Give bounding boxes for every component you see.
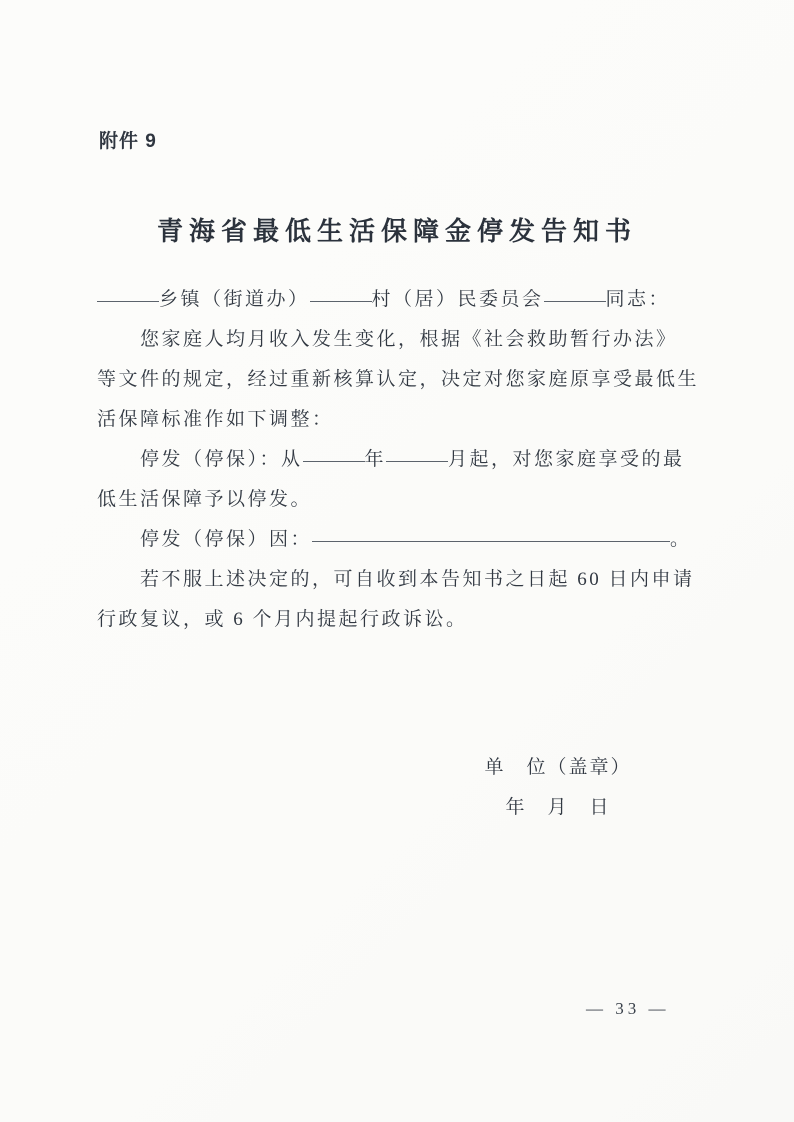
addressee-blank-field <box>544 300 606 302</box>
signature-block <box>478 748 638 828</box>
stop-reason-text: 停发（停保）因： <box>140 529 313 550</box>
stop-date-text-year: 年 <box>364 449 387 470</box>
stop-date-line2: 低生活保障予以停发。 <box>97 489 313 510</box>
stop-date-line <box>97 440 701 480</box>
stop-date-text-from: 停发（停保）：从 <box>140 449 303 470</box>
stop-reason-line <box>97 520 701 560</box>
page-number: — 33 — <box>586 999 670 1018</box>
salutation-line <box>97 280 701 320</box>
document-body <box>97 280 701 640</box>
document-title: 青海省最低生活保障金停发告知书 <box>156 217 637 246</box>
paragraph1-line3: 活保障标准作如下调整： <box>97 409 334 430</box>
stop-date-text-month: 月起，对您家庭享受的最 <box>448 449 685 470</box>
reason-blank-field <box>312 540 670 542</box>
township-blank-field <box>97 300 159 302</box>
signature-date-line: 年 月 日 <box>505 797 611 818</box>
month-blank-field <box>386 460 448 462</box>
salutation-text-committee: 村（居）民委员会 <box>371 289 544 310</box>
appeal-line1: 若不服上述决定的，可自收到本告知书之日起 60 日内申请 <box>140 569 695 590</box>
salutation-text-township: 乡镇（街道办） <box>159 289 310 310</box>
year-blank-field <box>303 460 365 462</box>
salutation-text-comrade: 同志： <box>605 289 671 310</box>
paragraph1-line1: 您家庭人均月收入发生变化，根据《社会救助暂行办法》 <box>140 329 678 350</box>
village-blank-field <box>310 300 372 302</box>
signature-unit-seal-line: 单 位（盖章） <box>484 757 632 778</box>
stop-reason-period: 。 <box>670 529 692 550</box>
paragraph1-line2: 等文件的规定，经过重新核算认定，决定对您家庭原享受最低生 <box>97 369 700 390</box>
attachment-label: 附件 9 <box>99 131 157 152</box>
appeal-line2: 行政复议，或 6 个月内提起行政诉讼。 <box>97 609 468 630</box>
